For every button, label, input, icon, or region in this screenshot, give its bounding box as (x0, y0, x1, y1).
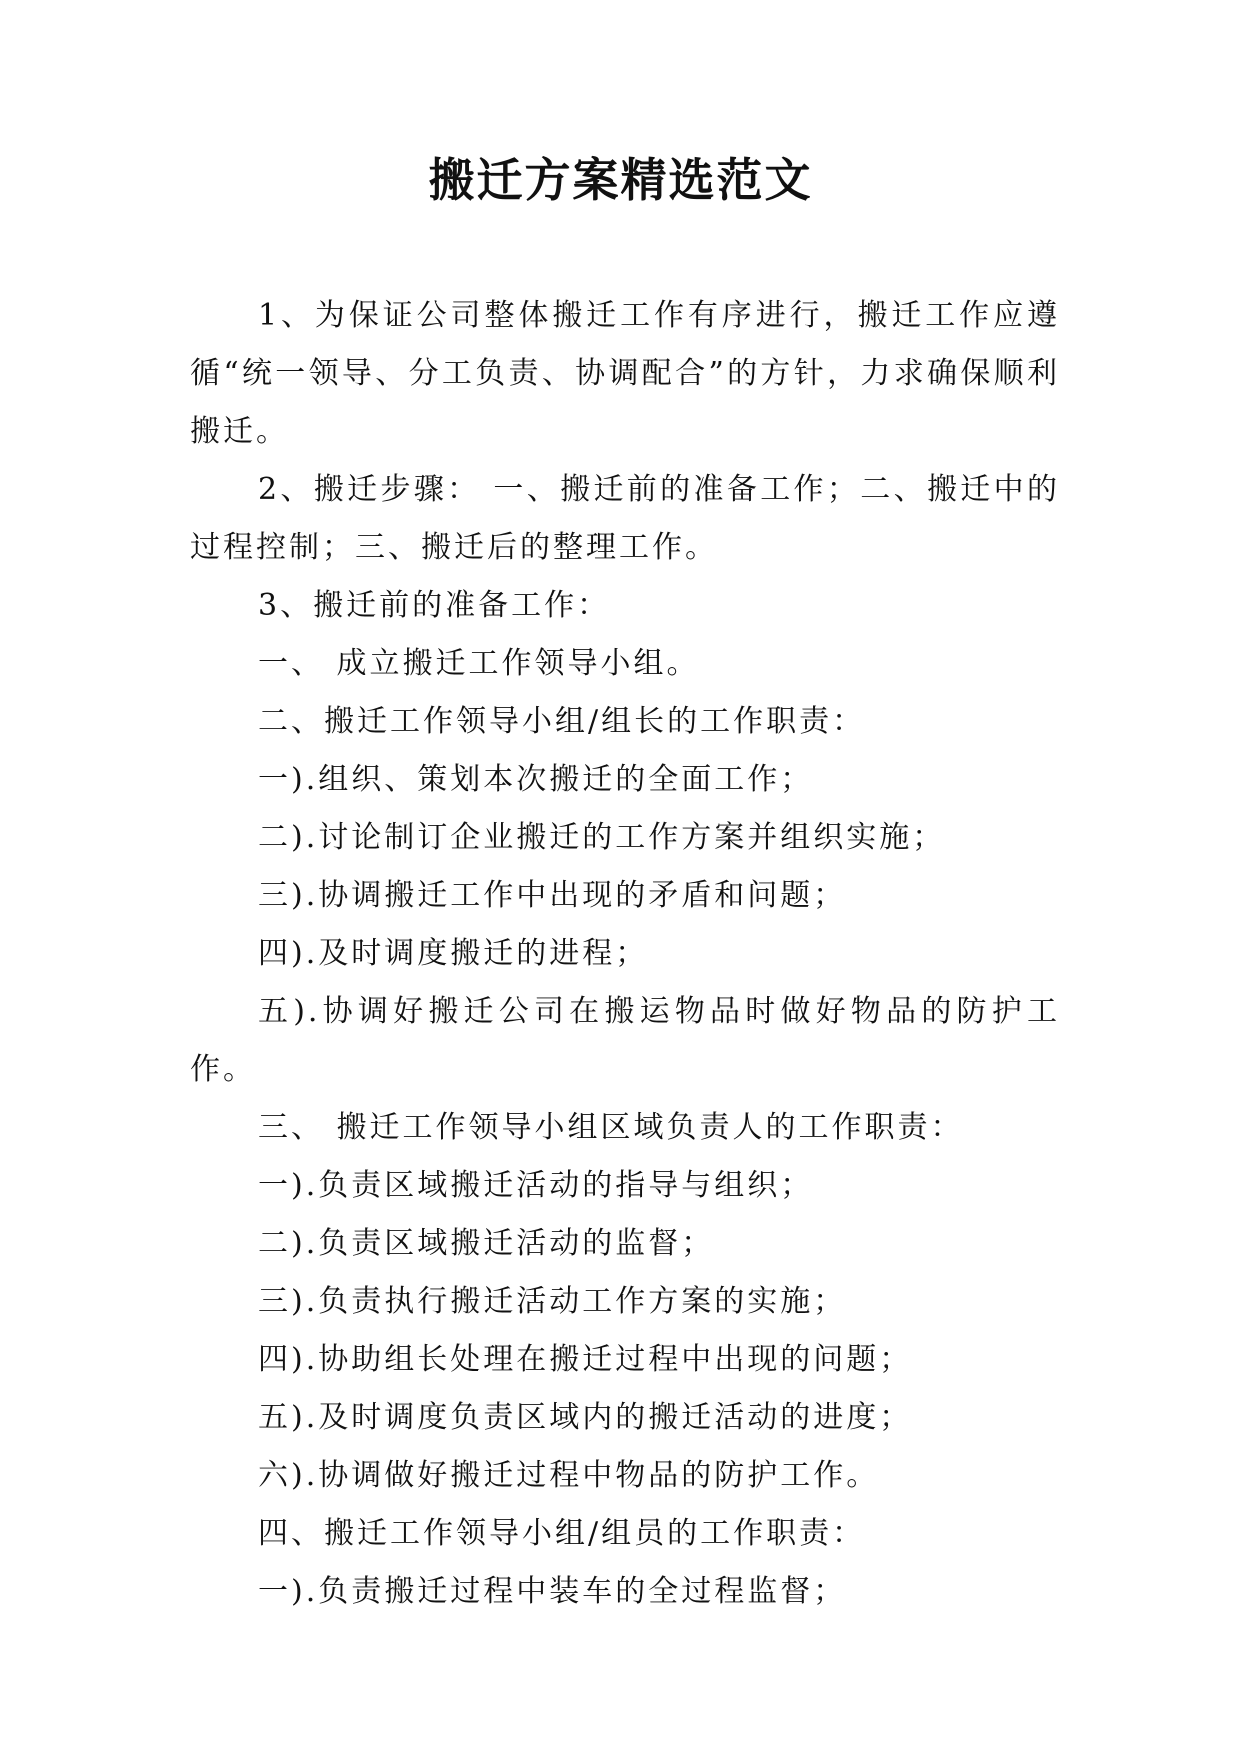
document-title: 搬迁方案精选范文 (428, 153, 813, 207)
paragraph: 二、搬迁工作领导小组/组长的工作职责： (258, 704, 866, 739)
paragraph: 二).负责区域搬迁活动的监督； (258, 1226, 715, 1261)
document-body (190, 287, 1060, 1621)
paragraph: 六).协调做好搬迁过程中物品的防护工作。 (258, 1458, 880, 1493)
paragraph: 三).协调搬迁工作中出现的矛盾和问题； (258, 878, 847, 913)
paragraph: 四).协助组长处理在搬迁过程中出现的问题； (258, 1342, 913, 1377)
paragraph: 一).负责搬迁过程中装车的全过程监督； (258, 1574, 847, 1609)
paragraph: 二).讨论制订企业搬迁的工作方案并组织实施； (258, 820, 946, 855)
paragraph: 四、搬迁工作领导小组/组员的工作职责： (258, 1516, 866, 1551)
paragraph: 1、为保证公司整体搬迁工作有序进行，搬迁工作应遵循“统一领导、分工负责、协调配合”的方针，力求确保顺利搬迁。 (190, 298, 1060, 449)
paragraph: 三).负责执行搬迁活动工作方案的实施； (258, 1284, 847, 1319)
paragraph: 一).负责区域搬迁活动的指导与组织； (258, 1168, 814, 1203)
paragraph: 3、搬迁前的准备工作： (258, 588, 611, 623)
paragraph: 五).协调好搬迁公司在搬运物品时做好物品的防护工作。 (190, 994, 1060, 1087)
paragraph: 三、 搬迁工作领导小组区域负责人的工作职责： (258, 1110, 964, 1145)
paragraph: 2、搬迁步骤： 一、搬迁前的准备工作；二、搬迁中的过程控制；三、搬迁后的整理工作。 (190, 472, 1060, 565)
paragraph: 四).及时调度搬迁的进程； (258, 936, 649, 971)
paragraph: 五).及时调度负责区域内的搬迁活动的进度； (258, 1400, 913, 1435)
paragraph: 一、 成立搬迁工作领导小组。 (258, 646, 700, 681)
paragraph: 一).组织、策划本次搬迁的全面工作； (258, 762, 814, 797)
